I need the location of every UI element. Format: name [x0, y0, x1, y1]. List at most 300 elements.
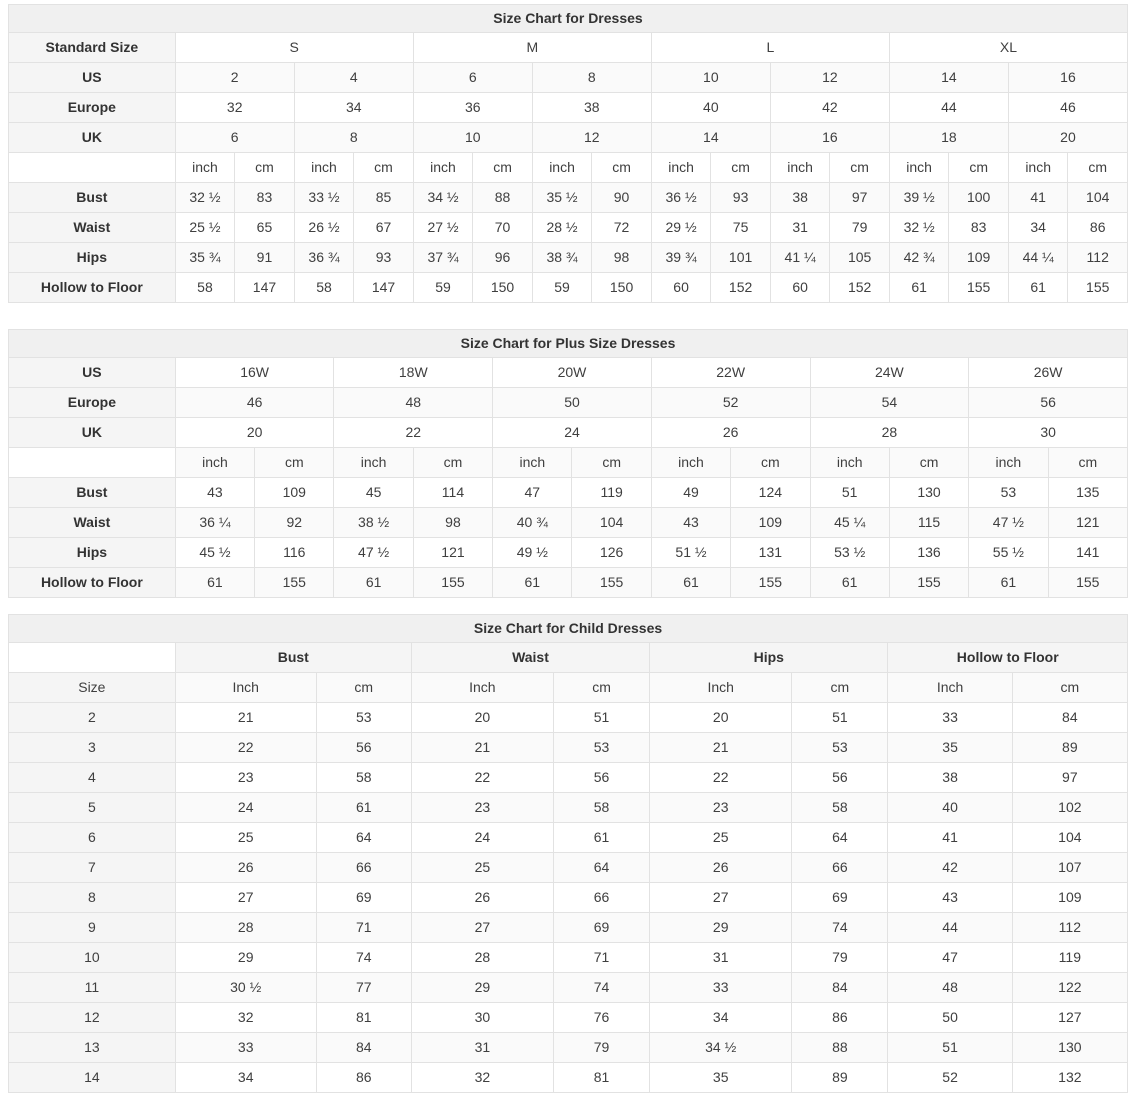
- table-cell: cm: [792, 673, 888, 703]
- table-cell: 147: [354, 273, 414, 303]
- table-cell: L: [651, 33, 889, 63]
- table-cell: 84: [1012, 703, 1127, 733]
- table-cell: 20: [650, 703, 792, 733]
- table-cell: 45 ¼: [810, 508, 889, 538]
- table-cell: 75: [711, 213, 771, 243]
- table-cell: 61: [1008, 273, 1068, 303]
- table-cell: 69: [792, 883, 888, 913]
- table-row: [9, 943, 1128, 973]
- table-cell: 16W: [175, 358, 334, 388]
- table-cell: 102: [1012, 793, 1127, 823]
- table-cell: inch: [1008, 153, 1068, 183]
- table-cell: 35: [888, 733, 1012, 763]
- table-cell: 61: [493, 568, 572, 598]
- table-cell: 121: [413, 538, 492, 568]
- table-cell: 58: [175, 273, 235, 303]
- table-cell: 6: [413, 63, 532, 93]
- table-cell: cm: [316, 673, 411, 703]
- table-row: [9, 913, 1128, 943]
- table-cell: 38: [888, 763, 1012, 793]
- table-cell: 93: [711, 183, 771, 213]
- table-row: [9, 643, 1128, 673]
- table-cell: 18W: [334, 358, 493, 388]
- table-cell: 89: [792, 1063, 888, 1093]
- table-cell: 122: [1012, 973, 1127, 1003]
- row-label: 10: [9, 943, 176, 973]
- table-cell: 124: [731, 478, 810, 508]
- table-cell: inch: [413, 153, 473, 183]
- table-cell: 20: [1008, 123, 1127, 153]
- table-cell: 69: [553, 913, 649, 943]
- table-cell: 155: [413, 568, 492, 598]
- table-cell: 29: [411, 973, 553, 1003]
- table-cell: cm: [572, 448, 651, 478]
- table-cell: 104: [1068, 183, 1128, 213]
- table-cell: 16: [1008, 63, 1127, 93]
- table-cell: inch: [810, 448, 889, 478]
- table-cell: inch: [889, 153, 949, 183]
- table-cell: 61: [889, 273, 949, 303]
- table-cell: 66: [316, 853, 411, 883]
- table-cell: 53: [969, 478, 1048, 508]
- table-cell: 127: [1012, 1003, 1127, 1033]
- table-cell: inch: [651, 153, 711, 183]
- row-label: Europe: [9, 93, 176, 123]
- table-cell: 79: [792, 943, 888, 973]
- table-row: [9, 508, 1128, 538]
- table-cell: 60: [651, 273, 711, 303]
- table-cell: 45: [334, 478, 413, 508]
- table-cell: 32 ½: [889, 213, 949, 243]
- table-cell: 23: [650, 793, 792, 823]
- table-cell: 54: [810, 388, 969, 418]
- table-cell: 30: [411, 1003, 553, 1033]
- table-cell: 152: [830, 273, 890, 303]
- table-cell: 98: [592, 243, 652, 273]
- table-cell: 84: [792, 973, 888, 1003]
- table-cell: 36 ½: [651, 183, 711, 213]
- table-cell: 77: [316, 973, 411, 1003]
- table-cell: Inch: [175, 673, 316, 703]
- row-label: Bust: [9, 183, 176, 213]
- table-cell: 32: [175, 1003, 316, 1033]
- row-label: US: [9, 358, 176, 388]
- table-cell: 119: [1012, 943, 1127, 973]
- table-cell: 45 ½: [175, 538, 254, 568]
- table-cell: 79: [830, 213, 890, 243]
- table-cell: 26: [411, 883, 553, 913]
- table-cell: 44: [888, 913, 1012, 943]
- table-cell: 71: [553, 943, 649, 973]
- table-cell: 136: [889, 538, 968, 568]
- table-cell: 56: [553, 763, 649, 793]
- table-cell: cm: [592, 153, 652, 183]
- table-cell: 22: [411, 763, 553, 793]
- table-cell: 81: [553, 1063, 649, 1093]
- table-cell: 24W: [810, 358, 969, 388]
- table-cell: 49: [651, 478, 730, 508]
- table-cell: cm: [949, 153, 1009, 183]
- table-cell: inch: [334, 448, 413, 478]
- table-cell: 41: [888, 823, 1012, 853]
- row-label: UK: [9, 123, 176, 153]
- table-cell: 155: [949, 273, 1009, 303]
- table-cell: 101: [711, 243, 771, 273]
- blank-corner-cell: [9, 448, 176, 478]
- table-cell: 150: [592, 273, 652, 303]
- table-cell: 65: [235, 213, 295, 243]
- table-title-row: [9, 5, 1128, 33]
- table-title-row: [9, 615, 1128, 643]
- table-cell: 60: [770, 273, 830, 303]
- row-label: 12: [9, 1003, 176, 1033]
- table-cell: 51: [553, 703, 649, 733]
- table-cell: 25: [175, 823, 316, 853]
- table-cell: 39 ¾: [651, 243, 711, 273]
- row-label: Hollow to Floor: [9, 568, 176, 598]
- table-cell: 152: [711, 273, 771, 303]
- table-cell: 83: [235, 183, 295, 213]
- table-cell: 35: [650, 1063, 792, 1093]
- table-cell: 29 ½: [651, 213, 711, 243]
- table-cell: 61: [334, 568, 413, 598]
- table-cell: 85: [354, 183, 414, 213]
- table-cell: 23: [411, 793, 553, 823]
- table-cell: 97: [1012, 763, 1127, 793]
- table-cell: 40: [888, 793, 1012, 823]
- table-cell: 40 ¾: [493, 508, 572, 538]
- table-cell: 38: [532, 93, 651, 123]
- table-cell: 28: [411, 943, 553, 973]
- table-cell: 71: [316, 913, 411, 943]
- table-cell: 132: [1012, 1063, 1127, 1093]
- table-cell: 22: [650, 763, 792, 793]
- table-cell: 52: [651, 388, 810, 418]
- table-cell: 42: [770, 93, 889, 123]
- table-cell: 33: [888, 703, 1012, 733]
- table-cell: 147: [235, 273, 295, 303]
- table-cell: 26W: [969, 358, 1128, 388]
- table-title-row: [9, 330, 1128, 358]
- row-label: 5: [9, 793, 176, 823]
- table-cell: 88: [792, 1033, 888, 1063]
- plus-size-chart-table: [8, 329, 1128, 598]
- table-cell: 100: [949, 183, 1009, 213]
- table-cell: 32: [411, 1063, 553, 1093]
- table-cell: 109: [731, 508, 810, 538]
- table-cell: 22: [175, 733, 316, 763]
- table-cell: 51: [810, 478, 889, 508]
- table-cell: 64: [553, 853, 649, 883]
- group-header-cell: Waist: [411, 643, 649, 673]
- table-row: [9, 153, 1128, 183]
- table-row: [9, 1003, 1128, 1033]
- table-cell: 56: [792, 763, 888, 793]
- table-cell: 114: [413, 478, 492, 508]
- table-cell: 2: [175, 63, 294, 93]
- table-cell: 16: [770, 123, 889, 153]
- table-row: [9, 793, 1128, 823]
- table-cell: 25: [411, 853, 553, 883]
- table-cell: 6: [175, 123, 294, 153]
- table-cell: 25: [650, 823, 792, 853]
- table-title: Size Chart for Dresses: [9, 5, 1128, 33]
- table-cell: XL: [889, 33, 1127, 63]
- table-row: [9, 568, 1128, 598]
- table-cell: 89: [1012, 733, 1127, 763]
- table-cell: 36 ¾: [294, 243, 354, 273]
- table-cell: 91: [235, 243, 295, 273]
- table-cell: 50: [888, 1003, 1012, 1033]
- table-cell: 12: [532, 123, 651, 153]
- table-cell: 34 ½: [650, 1033, 792, 1063]
- table-cell: 20W: [493, 358, 652, 388]
- table-cell: 112: [1012, 913, 1127, 943]
- table-cell: 53: [792, 733, 888, 763]
- group-header-cell: Bust: [175, 643, 411, 673]
- table-cell: 109: [255, 478, 334, 508]
- table-cell: 53 ½: [810, 538, 889, 568]
- table-cell: cm: [473, 153, 533, 183]
- group-header-cell: Hips: [650, 643, 888, 673]
- table-cell: 58: [294, 273, 354, 303]
- table-cell: 92: [255, 508, 334, 538]
- table-cell: 12: [770, 63, 889, 93]
- table-cell: 61: [175, 568, 254, 598]
- table-cell: 81: [316, 1003, 411, 1033]
- table-cell: inch: [493, 448, 572, 478]
- table-cell: 69: [316, 883, 411, 913]
- table-cell: 29: [650, 913, 792, 943]
- table-cell: inch: [532, 153, 592, 183]
- row-label: 11: [9, 973, 176, 1003]
- table-cell: 37 ¾: [413, 243, 473, 273]
- table-cell: 27 ½: [413, 213, 473, 243]
- table-cell: 44: [889, 93, 1008, 123]
- table-row: [9, 538, 1128, 568]
- table-cell: 61: [316, 793, 411, 823]
- row-label: Hollow to Floor: [9, 273, 176, 303]
- table-cell: 50: [493, 388, 652, 418]
- table-cell: Inch: [650, 673, 792, 703]
- table-cell: 126: [572, 538, 651, 568]
- row-label: 2: [9, 703, 176, 733]
- table-row: [9, 973, 1128, 1003]
- row-label: 7: [9, 853, 176, 883]
- table-cell: 24: [411, 823, 553, 853]
- table-cell: 41: [1008, 183, 1068, 213]
- table-cell: 98: [413, 508, 492, 538]
- table-cell: 33: [650, 973, 792, 1003]
- table-row: [9, 63, 1128, 93]
- table-row: [9, 883, 1128, 913]
- table-cell: 53: [316, 703, 411, 733]
- row-label: UK: [9, 418, 176, 448]
- table-row: [9, 388, 1128, 418]
- table-cell: inch: [651, 448, 730, 478]
- table-row: [9, 703, 1128, 733]
- row-label: Europe: [9, 388, 176, 418]
- table-cell: 64: [792, 823, 888, 853]
- table-cell: 49 ½: [493, 538, 572, 568]
- table-row: [9, 478, 1128, 508]
- table-cell: 32: [175, 93, 294, 123]
- row-label: Waist: [9, 508, 176, 538]
- row-label: Hips: [9, 243, 176, 273]
- table-cell: 46: [1008, 93, 1127, 123]
- table-cell: 109: [949, 243, 1009, 273]
- table-cell: 24: [493, 418, 652, 448]
- table-cell: S: [175, 33, 413, 63]
- table-cell: 31: [411, 1033, 553, 1063]
- blank-corner-cell: [9, 643, 176, 673]
- table-cell: 33 ½: [294, 183, 354, 213]
- table-cell: 52: [888, 1063, 1012, 1093]
- table-row: [9, 733, 1128, 763]
- dress-size-chart-table: [8, 4, 1128, 303]
- table-row: [9, 853, 1128, 883]
- table-cell: 36 ¼: [175, 508, 254, 538]
- table-row: [9, 183, 1128, 213]
- table-cell: 41 ¼: [770, 243, 830, 273]
- table-cell: 20: [411, 703, 553, 733]
- row-label: Waist: [9, 213, 176, 243]
- table-row: [9, 448, 1128, 478]
- table-cell: 14: [651, 123, 770, 153]
- table-cell: 34: [175, 1063, 316, 1093]
- table-cell: 24: [175, 793, 316, 823]
- table-row: [9, 213, 1128, 243]
- table-cell: 48: [888, 973, 1012, 1003]
- table-cell: 74: [316, 943, 411, 973]
- table-cell: 58: [553, 793, 649, 823]
- table-row: [9, 93, 1128, 123]
- row-label: Hips: [9, 538, 176, 568]
- table-cell: 130: [1012, 1033, 1127, 1063]
- table-cell: 26 ½: [294, 213, 354, 243]
- table-cell: 88: [473, 183, 533, 213]
- table-cell: Inch: [411, 673, 553, 703]
- group-header-cell: Hollow to Floor: [888, 643, 1128, 673]
- table-cell: 70: [473, 213, 533, 243]
- row-label: 4: [9, 763, 176, 793]
- table-cell: 31: [650, 943, 792, 973]
- table-cell: cm: [731, 448, 810, 478]
- table-cell: 67: [354, 213, 414, 243]
- row-label: Standard Size: [9, 33, 176, 63]
- table-cell: 23: [175, 763, 316, 793]
- table-cell: 155: [1068, 273, 1128, 303]
- table-cell: 33: [175, 1033, 316, 1063]
- table-cell: 76: [553, 1003, 649, 1033]
- table-cell: 150: [473, 273, 533, 303]
- table-cell: cm: [255, 448, 334, 478]
- table-cell: cm: [354, 153, 414, 183]
- table-cell: 58: [316, 763, 411, 793]
- table-cell: 22W: [651, 358, 810, 388]
- table-cell: 21: [175, 703, 316, 733]
- table-cell: 25 ½: [175, 213, 235, 243]
- table-cell: 116: [255, 538, 334, 568]
- table-cell: 8: [294, 123, 413, 153]
- table-cell: 38 ½: [334, 508, 413, 538]
- table-cell: 43: [651, 508, 730, 538]
- table-cell: 47 ½: [334, 538, 413, 568]
- table-cell: cm: [830, 153, 890, 183]
- table-cell: 34 ½: [413, 183, 473, 213]
- table-cell: 34: [294, 93, 413, 123]
- table-cell: 8: [532, 63, 651, 93]
- table-cell: 30 ½: [175, 973, 316, 1003]
- table-cell: inch: [770, 153, 830, 183]
- table-cell: 84: [316, 1033, 411, 1063]
- table-cell: 26: [175, 853, 316, 883]
- table-cell: 28: [175, 913, 316, 943]
- table-row: [9, 33, 1128, 63]
- table-cell: 10: [651, 63, 770, 93]
- table-cell: 43: [175, 478, 254, 508]
- row-label: Size: [9, 673, 176, 703]
- table-title: Size Chart for Plus Size Dresses: [9, 330, 1128, 358]
- table-cell: 38 ¾: [532, 243, 592, 273]
- table-row: [9, 1063, 1128, 1093]
- table-cell: 59: [413, 273, 473, 303]
- table-cell: 36: [413, 93, 532, 123]
- table-cell: 74: [792, 913, 888, 943]
- table-row: [9, 243, 1128, 273]
- table-cell: 47: [493, 478, 572, 508]
- table-cell: 42 ¾: [889, 243, 949, 273]
- table-cell: 96: [473, 243, 533, 273]
- table-cell: M: [413, 33, 651, 63]
- table-cell: 104: [572, 508, 651, 538]
- table-cell: 112: [1068, 243, 1128, 273]
- table-cell: 141: [1048, 538, 1127, 568]
- table-cell: 131: [731, 538, 810, 568]
- table-cell: 32 ½: [175, 183, 235, 213]
- table-cell: 119: [572, 478, 651, 508]
- table-cell: 155: [255, 568, 334, 598]
- table-cell: inch: [175, 448, 254, 478]
- table-cell: 53: [553, 733, 649, 763]
- table-cell: cm: [1048, 448, 1127, 478]
- table-cell: 61: [553, 823, 649, 853]
- table-cell: 83: [949, 213, 1009, 243]
- table-cell: 40: [651, 93, 770, 123]
- row-label: 9: [9, 913, 176, 943]
- table-cell: 79: [553, 1033, 649, 1063]
- table-cell: Inch: [888, 673, 1012, 703]
- table-cell: 26: [650, 853, 792, 883]
- table-cell: 14: [889, 63, 1008, 93]
- table-cell: 61: [651, 568, 730, 598]
- table-cell: 44 ¼: [1008, 243, 1068, 273]
- table-cell: 51: [888, 1033, 1012, 1063]
- table-cell: 59: [532, 273, 592, 303]
- table-cell: 72: [592, 213, 652, 243]
- table-cell: 48: [334, 388, 493, 418]
- table-cell: 104: [1012, 823, 1127, 853]
- row-label: Bust: [9, 478, 176, 508]
- table-cell: 93: [354, 243, 414, 273]
- table-row: [9, 673, 1128, 703]
- row-label: 3: [9, 733, 176, 763]
- table-cell: cm: [553, 673, 649, 703]
- table-cell: 34: [1008, 213, 1068, 243]
- table-cell: 86: [316, 1063, 411, 1093]
- table-cell: 10: [413, 123, 532, 153]
- table-cell: cm: [889, 448, 968, 478]
